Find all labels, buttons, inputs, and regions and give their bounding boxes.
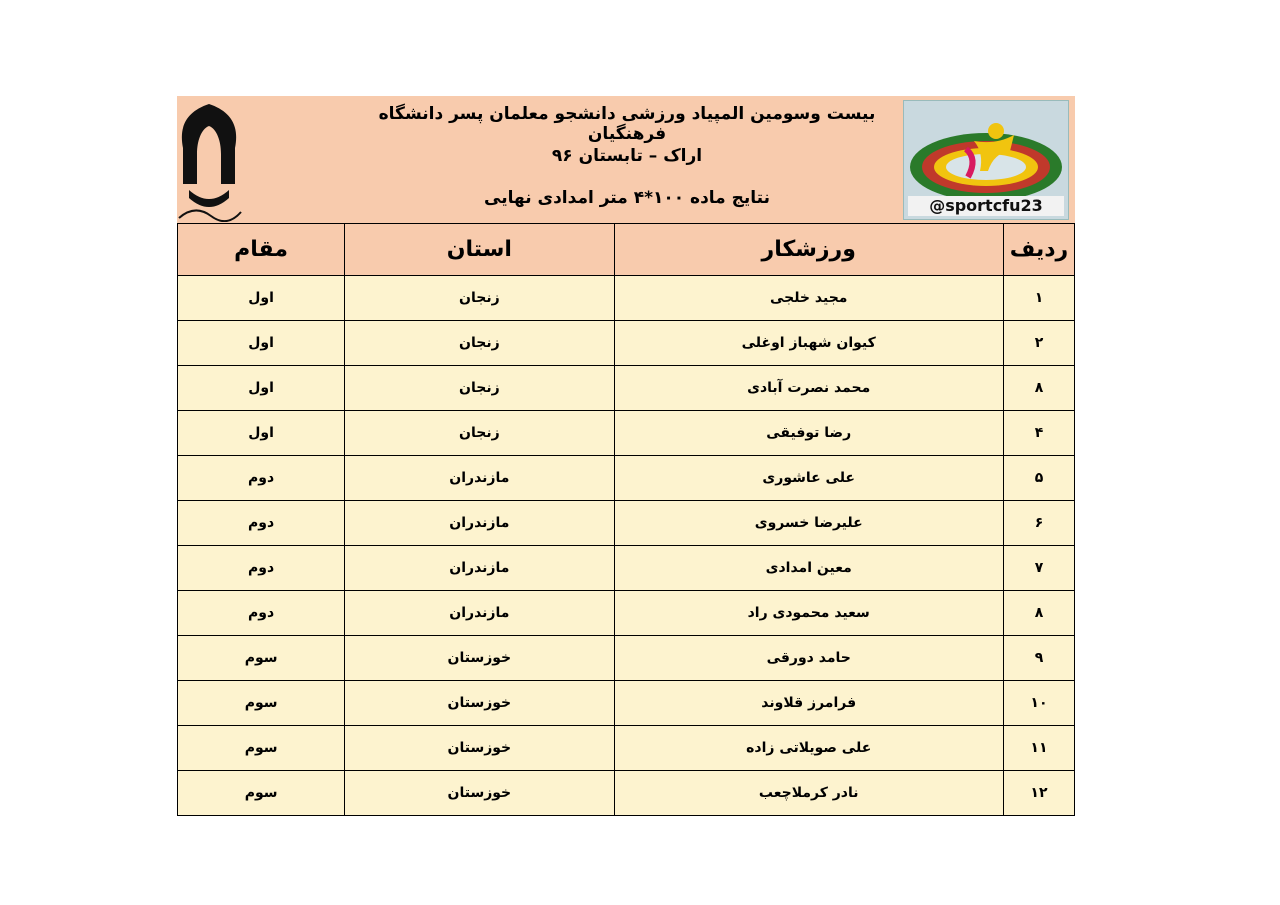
table-header-row xyxy=(178,224,1075,276)
cell-place: دوم xyxy=(178,546,345,591)
table-row xyxy=(178,411,1075,456)
header-province: استان xyxy=(345,224,614,276)
cell-athlete: سعید محمودی راد xyxy=(614,591,1003,636)
cell-rank: ۷ xyxy=(1003,546,1074,591)
event-subtitle: نتایج ماده ۱۰۰*۴ متر امدادی نهایی xyxy=(484,188,770,208)
table-row xyxy=(178,726,1075,771)
header-rank: ردیف xyxy=(1003,224,1074,276)
cell-province: مازندران xyxy=(345,501,614,546)
cell-province: زنجان xyxy=(345,321,614,366)
table-row xyxy=(178,771,1075,816)
cell-athlete: علی صویلاتی زاده xyxy=(614,726,1003,771)
cell-athlete: حامد دورقی xyxy=(614,636,1003,681)
cell-place: دوم xyxy=(178,501,345,546)
table-row xyxy=(178,501,1075,546)
table-row xyxy=(178,681,1075,726)
cell-athlete: نادر کرملاچعب xyxy=(614,771,1003,816)
cell-athlete: مجید خلجی xyxy=(614,276,1003,321)
cell-province: خوزستان xyxy=(345,681,614,726)
event-title: بیست وسومین المپیاد ورزشی دانشجو معلمان پسر دانشگاه فرهنگیان xyxy=(378,104,876,144)
cell-rank: ۸ xyxy=(1003,366,1074,411)
cell-province: خوزستان xyxy=(345,726,614,771)
cell-athlete: علی عاشوری xyxy=(614,456,1003,501)
table-row xyxy=(178,591,1075,636)
table-row xyxy=(178,276,1075,321)
cell-rank: ۱ xyxy=(1003,276,1074,321)
cell-athlete: معین امدادی xyxy=(614,546,1003,591)
sheet-header xyxy=(177,96,1075,223)
social-handle: @sportcfu23 xyxy=(908,196,1064,216)
sport-logo xyxy=(903,100,1069,220)
cell-province: مازندران xyxy=(345,546,614,591)
cell-province: مازندران xyxy=(345,591,614,636)
cell-place: اول xyxy=(178,366,345,411)
header-athlete: ورزشکار xyxy=(614,224,1003,276)
cell-rank: ۸ xyxy=(1003,591,1074,636)
cell-rank: ۱۲ xyxy=(1003,771,1074,816)
cell-province: خوزستان xyxy=(345,636,614,681)
cell-rank: ۱۱ xyxy=(1003,726,1074,771)
cell-place: دوم xyxy=(178,591,345,636)
cell-province: زنجان xyxy=(345,411,614,456)
cell-place: دوم xyxy=(178,456,345,501)
cell-province: مازندران xyxy=(345,456,614,501)
cell-rank: ۱۰ xyxy=(1003,681,1074,726)
cell-rank: ۹ xyxy=(1003,636,1074,681)
results-table xyxy=(177,223,1075,816)
cell-place: سوم xyxy=(178,636,345,681)
cell-province: زنجان xyxy=(345,276,614,321)
cell-rank: ۶ xyxy=(1003,501,1074,546)
cell-athlete: رضا توفیقی xyxy=(614,411,1003,456)
cell-athlete: کیوان شهباز اوغلی xyxy=(614,321,1003,366)
cell-place: سوم xyxy=(178,681,345,726)
event-location-date: اراک – تابستان ۹۶ xyxy=(551,146,703,166)
results-sheet xyxy=(177,96,1075,816)
cell-rank: ۲ xyxy=(1003,321,1074,366)
cell-place: اول xyxy=(178,276,345,321)
cell-province: خوزستان xyxy=(345,771,614,816)
cell-rank: ۴ xyxy=(1003,411,1074,456)
cell-place: سوم xyxy=(178,771,345,816)
table-row xyxy=(178,636,1075,681)
university-logo-icon xyxy=(175,98,243,222)
table-row xyxy=(178,456,1075,501)
cell-rank: ۵ xyxy=(1003,456,1074,501)
header-place: مقام xyxy=(178,224,345,276)
cell-athlete: علیرضا خسروی xyxy=(614,501,1003,546)
table-row xyxy=(178,366,1075,411)
cell-province: زنجان xyxy=(345,366,614,411)
cell-place: اول xyxy=(178,321,345,366)
table-row xyxy=(178,321,1075,366)
cell-place: سوم xyxy=(178,726,345,771)
cell-athlete: محمد نصرت آبادی xyxy=(614,366,1003,411)
cell-athlete: فرامرز قلاوند xyxy=(614,681,1003,726)
cell-place: اول xyxy=(178,411,345,456)
table-row xyxy=(178,546,1075,591)
